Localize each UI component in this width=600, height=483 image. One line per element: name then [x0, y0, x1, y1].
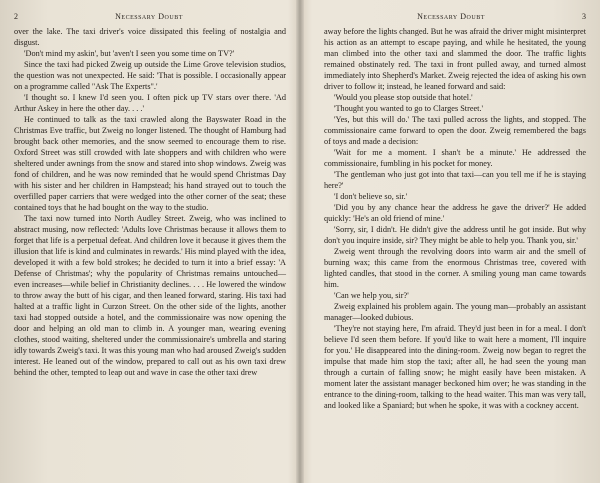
left-page-text: [14, 26, 286, 378]
paragraph: 'Wait for me a moment. I shan't be a minute.' He addressed the commissionaire, fumbling in his pocket for money.: [324, 148, 586, 168]
left-header: [0, 12, 298, 24]
paragraph: over the lake. The taxi driver's voice dissipated this feeling of nostalgia and disgust.: [14, 27, 286, 47]
paragraph: 'Thought you wanted to go to Clarges Street.': [334, 104, 484, 113]
paragraph: away before the lights changed. But he was afraid the driver might misinterpret his action as an attempt to escape paying, and while he hesitated, the young man climbed into the other taxi and slammed the door. The traffic lights remained obstinately red. The taxi in front pulled away, and turned almost immediately into Shepherd's Market. Zweig rejected the idea of asking his own driver to follow it; instead, he leaned forward and said:: [324, 27, 586, 91]
paragraph: Zweig explained his problem again. The young man—probably an assistant manager—looked dubious.: [324, 302, 586, 322]
left-page: [0, 0, 298, 483]
right-running-head: Necessary Doubt: [417, 12, 485, 21]
left-page-number: 2: [14, 12, 18, 21]
paragraph: 'Did you by any chance hear the address he gave the driver?' He added quickly: 'He's an old friend of mine.': [324, 203, 586, 223]
paragraph: 'I thought so. I knew I'd seen you. I often pick up TV stars over there. 'Ad Arthur Askey in here the other day. . . .': [14, 93, 286, 113]
right-page: [302, 0, 600, 483]
paragraph: 'Would you please stop outside that hotel.': [334, 93, 473, 102]
paragraph: 'Sorry, sir, I didn't. He didn't give the address until he got inside. But why don't you inquire inside, sir? They might be able to help you. Thank you, sir.': [324, 225, 586, 245]
left-running-head: Necessary Doubt: [115, 12, 183, 21]
paragraph: 'They're not staying here, I'm afraid. They'd just been in for a meal. I don't believe I'd seen them before. If you'd like to wait here a moment, I'll inquire for you.' He disappeared into the dining-room. Zweig now began to regret the impulse that made him stop the taxi; after all, he had seen the young man through a curtain of falling snow; he might easily have been mistaken. A moment later the assistant manager beckoned him over; he was standing in the entrance to the dining-room, talking to the head waiter. This man was very tall, and looked like a Spaniard; but when he spoke, it was with a cockney accent.: [324, 324, 586, 410]
paragraph: 'Can we help you, sir?': [334, 291, 409, 300]
paragraph: 'Don't mind my askin', but 'aven't I seen you some time on TV?': [24, 49, 235, 58]
right-header: [302, 12, 600, 24]
right-page-text: [324, 26, 586, 411]
paragraph: The taxi now turned into North Audley Street. Zweig, who was inclined to abstract musing, now reflected: 'Adults love Christmas because it allows them to forget that life is a perpetual defeat. And children love it because it gives them the illusion that life is kind and culminates in rewards.' His mind played with the idea, developed it with a few bold strokes; he decided to turn it into a brief essay: 'A Defense of Christmas'; why the popularity of Christmas remains untouched—even increases—while belief in Christianity declines. . . . He lowered the window to throw away the butt of his cigar, and then leaned forward, staring. His taxi had halted at a traffic light in Curzon Street. On the other side of the lights, another taxi had stopped outside a hotel, and the commissionaire was now opening the door and helping an old man to climb in. A younger man, wearing evening clothes, stood waiting, sheltered under the commissionaire's umbrella and staring idly towards Zweig's taxi. It was this young man who had aroused Zweig's sudden interest. He leaned out of the window, prepared to call out as his own taxi drew behind the other, tempted to leap out and wave in case the other taxi drew: [14, 214, 286, 377]
paragraph: 'Yes, but this will do.' The taxi pulled across the lights, and stopped. The commissionaire came forward to open the door. Zweig remembered the bags of toys and made a decision:: [324, 115, 586, 146]
paragraph: Zweig went through the revolving doors into warm air and the smell of burning wax; this came from the enormous Christmas tree, covered with lighted candles, that stood in the corner. A smiling young man came towards him.: [324, 247, 586, 289]
paragraph: He continued to talk as the taxi crawled along the Bayswater Road in the Christmas Eve traffic, but Zweig no longer listened. The thought of Hamburg had brought back other memories, and the snow seemed to encourage them to rise. Oxford Street was still crowded with late shoppers and with children who were sheltered under awnings from the snow and stared into shop windows. Zweig was fond of children, and he was now reminded that he would spend Christmas Day with his sister and her children in Hampstead; his hand strayed out to touch the overfilled paper carriers that were wedged into the other corner of the seat; these contained toys that he had bought on the way to the studio.: [14, 115, 286, 212]
paragraph: 'I don't believe so, sir.': [334, 192, 408, 201]
paragraph: Since the taxi had picked Zweig up outside the Lime Grove television studios, the question was not unexpected. He said: 'That is possible. I occasionally appear on a programme called "Ask The Experts".': [14, 60, 286, 91]
paragraph: 'The gentleman who just got into that taxi—can you tell me if he is staying here?': [324, 170, 586, 190]
right-page-number: 3: [582, 12, 586, 21]
